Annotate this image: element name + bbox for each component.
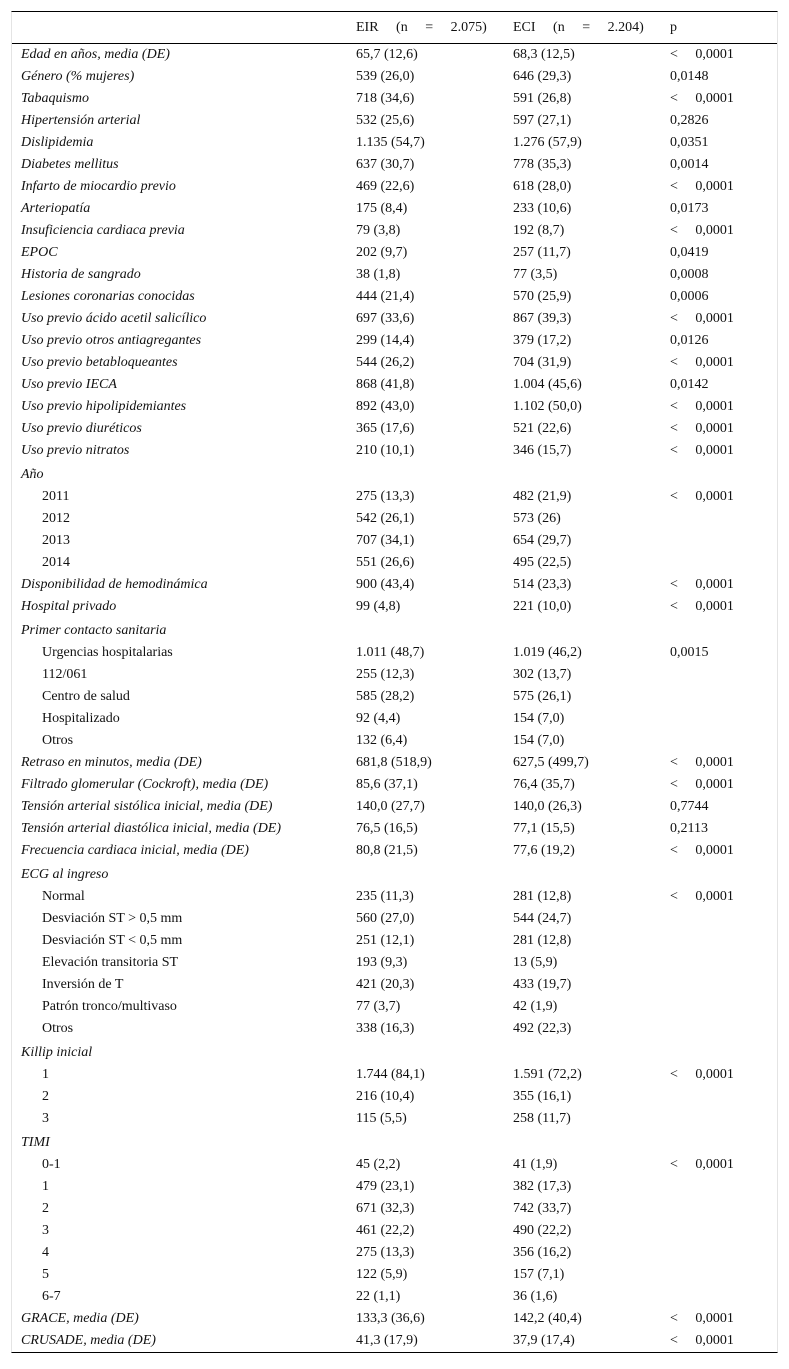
eci-value: 355 (16,1) [513,1089,572,1104]
table-row [12,44,777,66]
eir-value: 900 (43,4) [356,577,415,592]
eir-value: 479 (23,1) [356,1179,415,1194]
eir-value: 79 (3,8) [356,223,401,238]
eir-value: 868 (41,8) [356,377,415,392]
row-label: 2011 [42,489,70,504]
eir-value: 532 (25,6) [356,113,415,128]
table-row [12,574,777,596]
table-row [12,530,777,552]
eci-value: 482 (21,9) [513,489,572,504]
eir-value: 338 (16,3) [356,1021,415,1036]
p-value: 0,0015 [670,645,709,660]
table-row [12,1220,777,1242]
eci-value: 76,4 (35,7) [513,777,575,792]
eci-value: 77,1 (15,5) [513,821,575,836]
row-label: Tensión arterial diastólica inicial, media (DE) [21,821,282,836]
p-value: < 0,0001 [670,489,734,504]
eci-value: 281 (12,8) [513,889,572,904]
eci-value: 704 (31,9) [513,355,572,370]
row-label: Inversión de T [42,977,124,992]
eir-value: 539 (26,0) [356,69,415,84]
table-row [12,88,777,110]
row-label: Insuficiencia cardiaca previa [21,223,185,238]
table-row [12,1242,777,1264]
eci-value: 627,5 (499,7) [513,755,589,770]
p-value: < 0,0001 [670,1067,734,1082]
baseline-characteristics-table [11,11,778,1353]
p-value: < 0,0001 [670,223,734,238]
eir-value: 38 (1,8) [356,267,401,282]
table-row [12,818,777,840]
row-label: Hospitalizado [42,711,120,726]
table-row [12,66,777,88]
table-row [12,664,777,686]
p-value: 0,0126 [670,333,709,348]
eci-value: 490 (22,2) [513,1223,572,1238]
p-value: < 0,0001 [670,843,734,858]
eir-value: 461 (22,2) [356,1223,415,1238]
eci-value: 36 (1,6) [513,1289,558,1304]
p-value: 0,2826 [670,113,709,128]
row-label: Killip inicial [21,1045,93,1060]
p-value: < 0,0001 [670,1333,734,1348]
header-eci: ECI (n = 2.204) [513,19,644,35]
table-row [12,1176,777,1198]
eci-value: 42 (1,9) [513,999,558,1014]
table-row [12,352,777,374]
table-row [12,176,777,198]
eir-value: 275 (13,3) [356,1245,415,1260]
eir-value: 65,7 (12,6) [356,47,418,62]
eir-value: 76,5 (16,5) [356,821,418,836]
row-label: Primer contacto sanitaria [21,623,167,638]
eci-value: 221 (10,0) [513,599,572,614]
eci-value: 77,6 (19,2) [513,843,575,858]
eci-value: 157 (7,1) [513,1267,565,1282]
eir-value: 45 (2,2) [356,1157,401,1172]
eir-value: 365 (17,6) [356,421,415,436]
eir-value: 22 (1,1) [356,1289,401,1304]
eci-value: 433 (19,7) [513,977,572,992]
table-row [12,996,777,1018]
row-label: Desviación ST < 0,5 mm [42,933,183,948]
table-row [12,642,777,664]
row-label: Hipertensión arterial [21,113,141,128]
eir-value: 697 (33,6) [356,311,415,326]
row-label: Otros [42,733,74,748]
eci-value: 618 (28,0) [513,179,572,194]
p-value: 0,0173 [670,201,709,216]
row-label: 3 [42,1223,49,1238]
row-label: Género (% mujeres) [21,69,135,84]
table-row [12,886,777,908]
row-label: 5 [42,1267,49,1282]
eir-value: 41,3 (17,9) [356,1333,418,1348]
row-label: Uso previo diuréticos [21,421,142,436]
p-value: < 0,0001 [670,443,734,458]
table-row [12,1064,777,1086]
eir-value: 210 (10,1) [356,443,415,458]
section-row [12,1040,777,1064]
section-row [12,462,777,486]
eir-value: 115 (5,5) [356,1111,407,1126]
row-label: Infarto de miocardio previo [21,179,176,194]
eci-value: 281 (12,8) [513,933,572,948]
p-value: < 0,0001 [670,399,734,414]
row-label: Urgencias hospitalarias [42,645,173,660]
table-row [12,220,777,242]
eci-value: 77 (3,5) [513,267,558,282]
p-value: < 0,0001 [670,599,734,614]
eir-value: 175 (8,4) [356,201,408,216]
row-label: 2012 [42,511,70,526]
eir-value: 216 (10,4) [356,1089,415,1104]
p-value: 0,0351 [670,135,709,150]
table-row [12,930,777,952]
eir-value: 133,3 (36,6) [356,1311,425,1326]
eir-value: 1.744 (84,1) [356,1067,425,1082]
table-row [12,110,777,132]
eci-value: 573 (26) [513,511,561,526]
table-row [12,796,777,818]
eci-value: 575 (26,1) [513,689,572,704]
row-label: Uso previo otros antiagregantes [21,333,202,348]
eci-value: 1.004 (45,6) [513,377,582,392]
eci-value: 140,0 (26,3) [513,799,582,814]
row-label: 2013 [42,533,70,548]
eir-value: 132 (6,4) [356,733,408,748]
row-label: Centro de salud [42,689,130,704]
eir-value: 542 (26,1) [356,511,415,526]
eir-value: 77 (3,7) [356,999,401,1014]
eci-value: 142,2 (40,4) [513,1311,582,1326]
eci-value: 1.591 (72,2) [513,1067,582,1082]
eir-value: 637 (30,7) [356,157,415,172]
eci-value: 778 (35,3) [513,157,572,172]
p-value: 0,0008 [670,267,709,282]
eci-value: 514 (23,3) [513,577,572,592]
eir-value: 585 (28,2) [356,689,415,704]
table-row [12,374,777,396]
eci-value: 1.276 (57,9) [513,135,582,150]
row-label: Dislipidemia [21,135,94,150]
eir-value: 193 (9,3) [356,955,408,970]
p-value: < 0,0001 [670,421,734,436]
p-value: < 0,0001 [670,755,734,770]
row-label: Tabaquismo [21,91,89,106]
eci-value: 154 (7,0) [513,733,565,748]
table-row [12,264,777,286]
row-label: Hospital privado [21,599,117,614]
row-label: Uso previo betabloqueantes [21,355,178,370]
p-value: < 0,0001 [670,91,734,106]
table-row [12,508,777,530]
eir-value: 444 (21,4) [356,289,415,304]
table-row [12,1108,777,1130]
row-label: Retraso en minutos, media (DE) [21,755,202,770]
table-row [12,1330,777,1352]
eci-value: 257 (11,7) [513,245,571,260]
p-value: < 0,0001 [670,47,734,62]
row-label: Normal [42,889,85,904]
row-label: Uso previo hipolipidemiantes [21,399,187,414]
table-row [12,330,777,352]
row-label: 112/061 [42,667,88,682]
row-label: Uso previo IECA [21,377,117,392]
table-row [12,418,777,440]
eci-value: 597 (27,1) [513,113,572,128]
row-label: 0-1 [42,1157,61,1172]
eir-value: 275 (13,3) [356,489,415,504]
table-row [12,198,777,220]
eci-value: 13 (5,9) [513,955,558,970]
row-label: CRUSADE, media (DE) [21,1333,156,1348]
eir-value: 718 (34,6) [356,91,415,106]
row-label: TIMI [21,1135,50,1150]
p-value: 0,2113 [670,821,708,836]
eci-value: 154 (7,0) [513,711,565,726]
eci-value: 521 (22,6) [513,421,572,436]
p-value: < 0,0001 [670,1157,734,1172]
eir-value: 299 (14,4) [356,333,415,348]
eci-value: 346 (15,7) [513,443,572,458]
eci-value: 492 (22,3) [513,1021,572,1036]
row-label: 4 [42,1245,49,1260]
eci-value: 68,3 (12,5) [513,47,575,62]
eir-value: 1.011 (48,7) [356,645,425,660]
p-value: 0,0142 [670,377,709,392]
eir-value: 421 (20,3) [356,977,415,992]
table-row [12,440,777,462]
p-value: 0,0148 [670,69,709,84]
table-row [12,1264,777,1286]
table-row [12,730,777,752]
eci-value: 382 (17,3) [513,1179,572,1194]
eci-value: 379 (17,2) [513,333,572,348]
section-row [12,618,777,642]
table-row [12,596,777,618]
row-label: 3 [42,1111,49,1126]
p-value: 0,7744 [670,799,709,814]
table-row [12,242,777,264]
p-value: < 0,0001 [670,577,734,592]
table-row [12,952,777,974]
table-row [12,486,777,508]
row-label: 2014 [42,555,70,570]
eci-value: 1.102 (50,0) [513,399,582,414]
eci-value: 258 (11,7) [513,1111,571,1126]
row-label: Elevación transitoria ST [42,955,179,970]
eir-value: 92 (4,4) [356,711,401,726]
header-eir: EIR (n = 2.075) [356,19,487,35]
table-row [12,774,777,796]
eir-value: 544 (26,2) [356,355,415,370]
eir-value: 85,6 (37,1) [356,777,418,792]
table-row [12,974,777,996]
section-row [12,1130,777,1154]
row-label: Uso previo ácido acetil salicílico [21,311,207,326]
eir-value: 80,8 (21,5) [356,843,418,858]
row-label: ECG al ingreso [21,867,109,882]
row-label: Uso previo nitratos [21,443,130,458]
row-label: Frecuencia cardiaca inicial, media (DE) [21,843,249,858]
eir-value: 255 (12,3) [356,667,415,682]
row-label: 2 [42,1201,49,1216]
table-row [12,1286,777,1308]
table-header [12,12,777,44]
eir-value: 681,8 (518,9) [356,755,432,770]
p-value: < 0,0001 [670,311,734,326]
row-label: 6-7 [42,1289,61,1304]
row-label: GRACE, media (DE) [21,1311,139,1326]
eir-value: 251 (12,1) [356,933,415,948]
eci-value: 192 (8,7) [513,223,565,238]
eir-value: 235 (11,3) [356,889,414,904]
table-row [12,708,777,730]
row-label: Año [21,467,44,482]
p-value: 0,0006 [670,289,709,304]
eci-value: 867 (39,3) [513,311,572,326]
table-row [12,1154,777,1176]
row-label: Edad en años, media (DE) [21,47,170,62]
p-value: 0,0014 [670,157,709,172]
p-value: < 0,0001 [670,777,734,792]
table-row [12,840,777,862]
eci-value: 646 (29,3) [513,69,572,84]
table-row [12,686,777,708]
table-row [12,1308,777,1330]
eci-value: 544 (24,7) [513,911,572,926]
eir-value: 202 (9,7) [356,245,408,260]
row-label: Arteriopatía [21,201,91,216]
eir-value: 1.135 (54,7) [356,135,425,150]
row-label: Otros [42,1021,74,1036]
row-label: Filtrado glomerular (Cockroft), media (DE) [21,777,269,792]
table-row [12,1086,777,1108]
table-row [12,552,777,574]
row-label: Historia de sangrado [21,267,141,282]
table-body [12,44,777,1352]
eir-value: 122 (5,9) [356,1267,408,1282]
row-label: Desviación ST > 0,5 mm [42,911,183,926]
row-label: EPOC [21,245,58,260]
p-value: < 0,0001 [670,1311,734,1326]
eir-value: 469 (22,6) [356,179,415,194]
eci-value: 742 (33,7) [513,1201,572,1216]
eci-value: 591 (26,8) [513,91,572,106]
eci-value: 356 (16,2) [513,1245,572,1260]
eci-value: 654 (29,7) [513,533,572,548]
row-label: 1 [42,1179,49,1194]
eir-value: 140,0 (27,7) [356,799,425,814]
eir-value: 671 (32,3) [356,1201,415,1216]
eci-value: 570 (25,9) [513,289,572,304]
eir-value: 707 (34,1) [356,533,415,548]
row-label: 2 [42,1089,49,1104]
p-value: < 0,0001 [670,179,734,194]
eir-value: 892 (43,0) [356,399,415,414]
p-value: < 0,0001 [670,889,734,904]
row-label: Diabetes mellitus [21,157,119,172]
table-row [12,1018,777,1040]
table-row [12,1198,777,1220]
eir-value: 560 (27,0) [356,911,415,926]
table-row [12,396,777,418]
table-row [12,908,777,930]
section-row [12,862,777,886]
p-value: 0,0419 [670,245,709,260]
table-row [12,308,777,330]
eci-value: 302 (13,7) [513,667,572,682]
table-row [12,286,777,308]
table-row [12,752,777,774]
eci-value: 233 (10,6) [513,201,572,216]
eci-value: 495 (22,5) [513,555,572,570]
eir-value: 551 (26,6) [356,555,415,570]
row-label: Disponibilidad de hemodinámica [21,577,208,592]
p-value: < 0,0001 [670,355,734,370]
row-label: 1 [42,1067,49,1082]
eci-value: 37,9 (17,4) [513,1333,575,1348]
table-row [12,132,777,154]
header-p: p [670,19,677,35]
eci-value: 1.019 (46,2) [513,645,582,660]
row-label: Tensión arterial sistólica inicial, media (DE) [21,799,273,814]
eci-value: 41 (1,9) [513,1157,558,1172]
row-label: Lesiones coronarias conocidas [21,289,195,304]
table-row [12,154,777,176]
eir-value: 99 (4,8) [356,599,401,614]
row-label: Patrón tronco/multivaso [42,999,177,1014]
